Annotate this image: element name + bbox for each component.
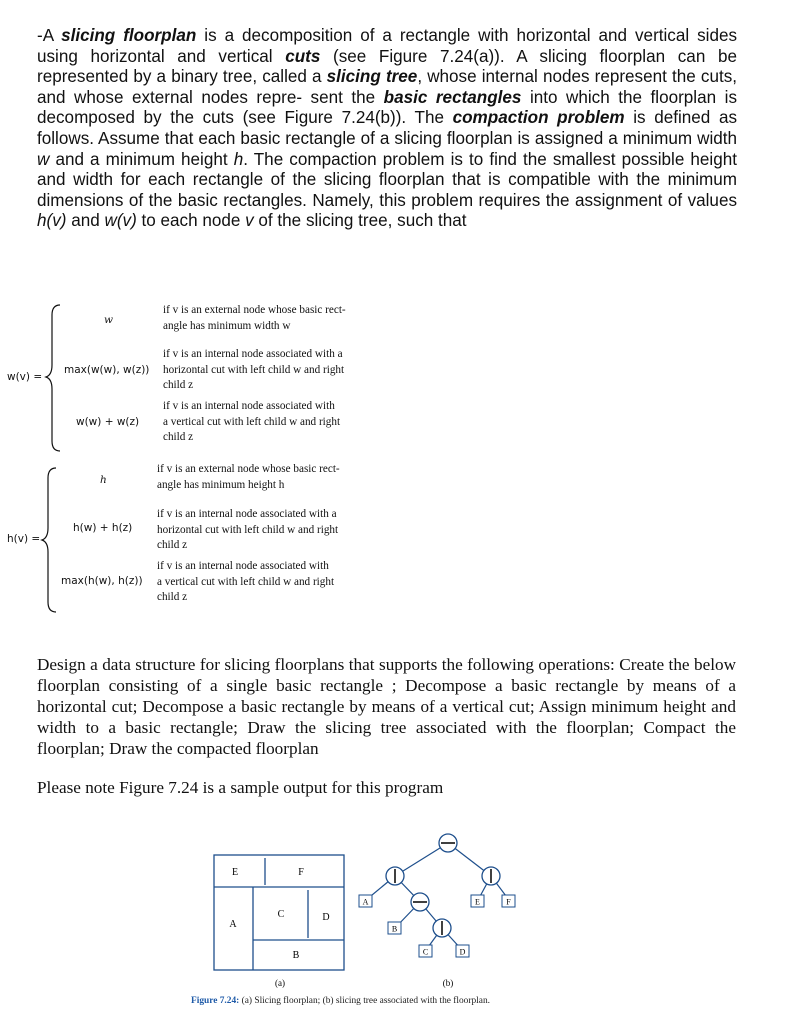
case-condition: if v is an internal node associated with a horizontal cut with left child w and right child z [157, 508, 339, 551]
leaf-d: D [459, 947, 466, 957]
leaf-e: E [475, 897, 480, 907]
sub-label-b: (b) [442, 978, 454, 988]
region-label-d: D [322, 912, 330, 923]
slicing-floorplan [214, 855, 344, 970]
case-condition: if v is an internal node associated with a horizontal cut with left child w and right child z [163, 348, 345, 391]
region-label-c: C [277, 909, 285, 920]
case-condition: if v is an external node whose basic rect- angle has minimum height h [157, 463, 340, 491]
case-expr: h(w) + h(z) [73, 522, 133, 534]
case-condition: if v is an internal node associated with a vertical cut with left child w and right child z [157, 560, 335, 603]
figure-7-24 [180, 820, 560, 990]
case-expr: max(h(w), h(z)) [61, 575, 143, 587]
leaf-f: F [506, 897, 511, 907]
region-label-e: E [231, 867, 239, 878]
sub-label-a: (a) [275, 978, 285, 988]
case-condition: if v is an internal node associated with a vertical cut with left child w and right child z [163, 400, 341, 443]
brace-icon [44, 303, 64, 453]
formula-lhs: h(v) = [7, 533, 41, 545]
leaf-b: B [391, 924, 398, 934]
case-expr: w(w) + w(z) [76, 416, 140, 428]
term-compaction-problem: compaction problem [452, 108, 625, 128]
figure-caption: Figure 7.24: (a) Slicing floorplan; (b) slicing tree associated with the floorplan. [191, 996, 490, 1006]
case-expr: w [104, 314, 113, 326]
term-slicing-floorplan: slicing floorplan [61, 26, 197, 45]
brace-icon [40, 466, 60, 614]
formula-lhs: w(v) = [7, 371, 43, 383]
leaf-a: A [362, 897, 369, 907]
term-slicing-tree: slicing tree [326, 67, 418, 87]
region-label-a: A [229, 919, 237, 930]
tree-nodes [359, 834, 515, 957]
case-expr: max(w(w), w(z)) [64, 364, 150, 376]
leaf-c: C [422, 947, 429, 957]
case-condition: if v is an external node whose basic rect- angle has minimum width w [163, 304, 346, 332]
region-label-f: F [298, 867, 304, 878]
case-expr: h [100, 474, 107, 486]
region-label-b: B [292, 950, 300, 961]
term-basic-rectangles: basic rectangles [383, 87, 522, 107]
term-cuts: cuts [285, 46, 321, 66]
design-paragraph: Design a data structure for slicing floorplans that supports the following operations: Create the below floorplan consisting of a single basic rectangle ; Decompose a basic rectangle by means of a horizontal cut; Decompose a basic rectangle by means of a vertical cut; Assign minimum height and width to a basic rectangle; Draw the slicing tree associated with the floorplan; Compact the floorplan; Draw the compacted floorplan [37, 655, 736, 758]
note-text: Please note Figure 7.24 is a sample output for this program [37, 778, 444, 797]
intro-paragraph: -A slicing floorplan is a decomposition of a rectangle with horizontal and vertical sides using horizontal and vertical cuts (see Figure 7.24(a)). A slicing floorplan can be represented by a binary tree, called a slicing tree, whose internal nodes represent the cuts, and whose external nodes repre- sent the basic rectangles into which the floorplan is decomposed by the cuts (see Figure 7.24(b)). The compaction problem is defined as follows. Assume that each basic rectangle of a slicing floorplan is assigned a minimum width w and a minimum height h. The compaction problem is to find the smallest possible height and width for each rectangle of the slicing floorplan that is compatible with the minimum dimensions of the basic rectangles. Namely, this problem requires the assignment of values h(v) and w(v) to each node v of the slicing tree, such that [37, 26, 738, 231]
